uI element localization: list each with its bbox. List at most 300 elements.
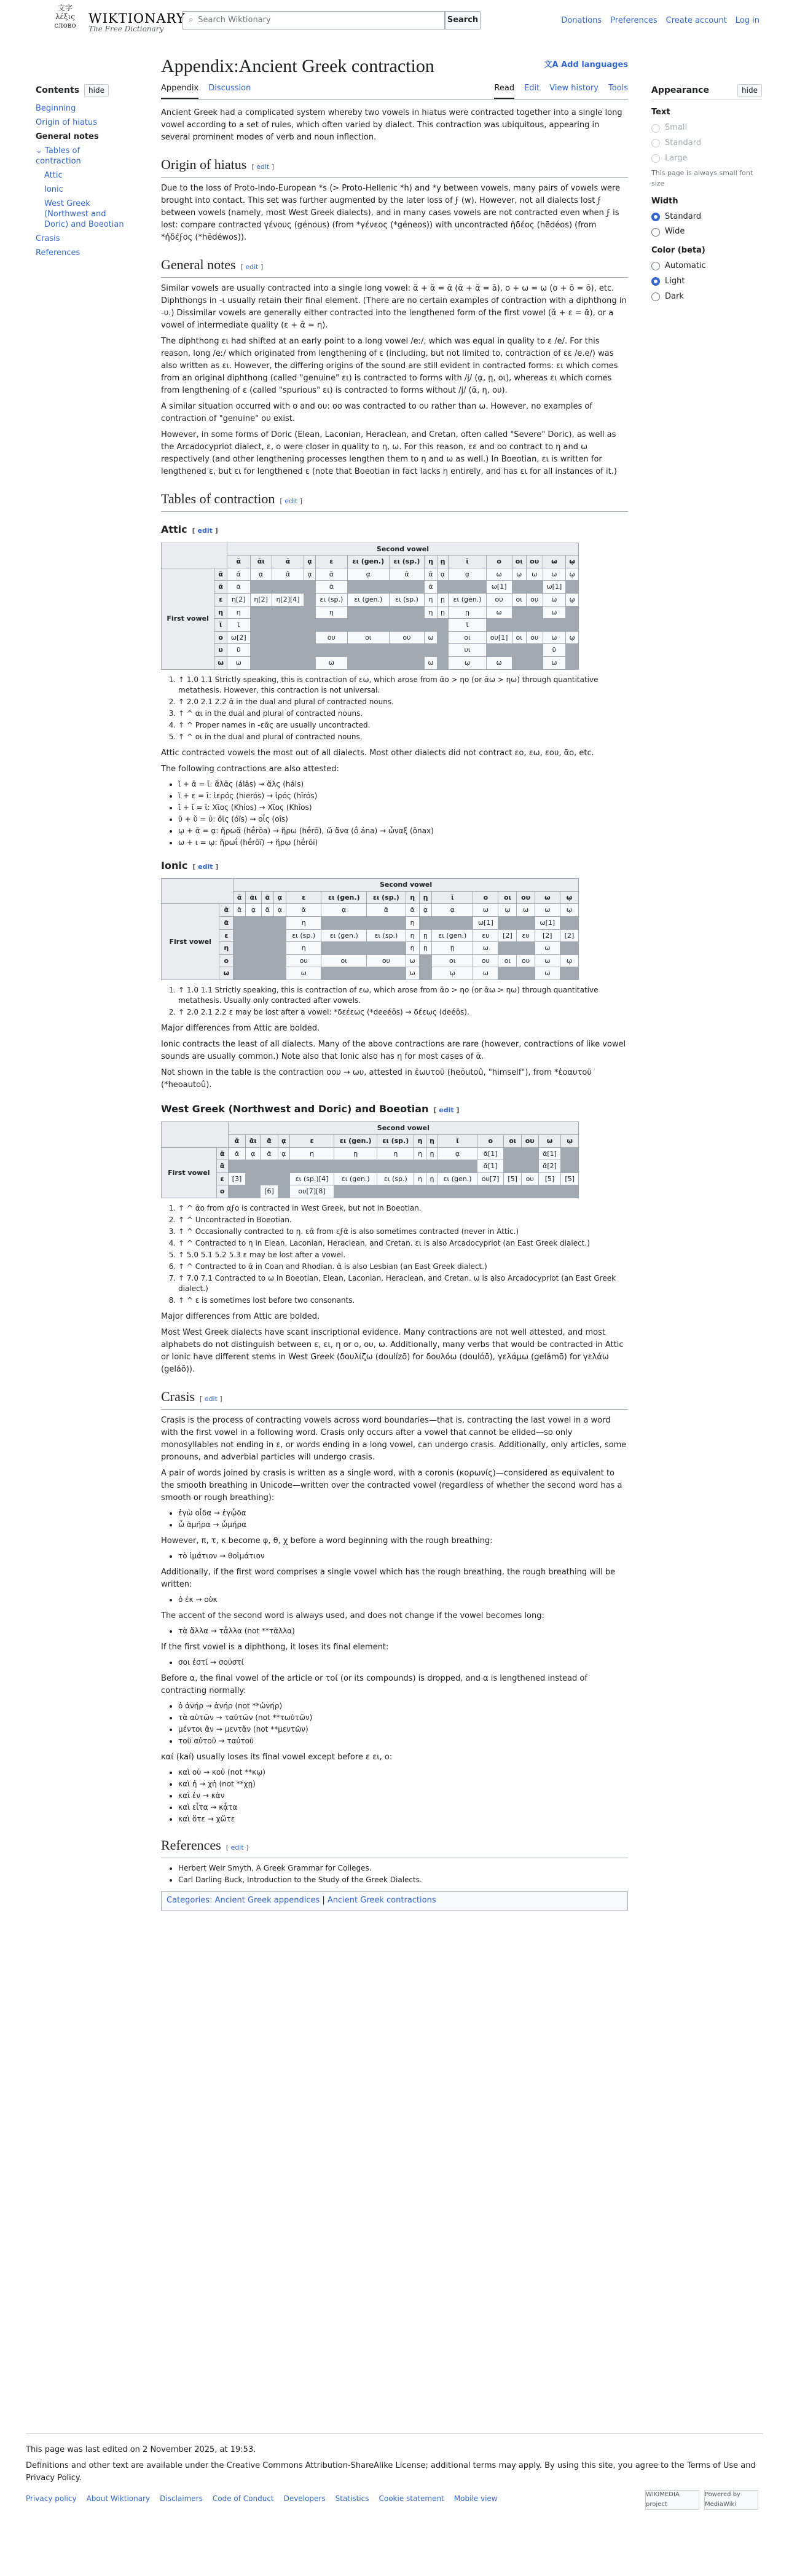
table-cell: ᾳ bbox=[304, 568, 315, 581]
table-cell bbox=[512, 581, 526, 594]
radio-icon[interactable] bbox=[651, 154, 660, 163]
table-cell: ει (sp.) bbox=[286, 929, 321, 942]
table-cell: ω bbox=[286, 967, 321, 980]
table-cell: ᾳ bbox=[246, 1147, 261, 1160]
table-cell: ου[7] bbox=[477, 1172, 504, 1185]
list-item: • καὶ ἡ → χἠ (not **χῃ) bbox=[178, 1779, 628, 1789]
table-cell bbox=[437, 656, 449, 669]
first-vowel-header: First vowel bbox=[162, 568, 214, 669]
table-cell: ῡ bbox=[543, 644, 566, 657]
categories-box: Categories: Ancient Greek appendices | Ancient Greek contractions bbox=[161, 1891, 628, 1910]
table-cell bbox=[438, 1160, 477, 1173]
table-cell bbox=[377, 1185, 414, 1198]
table-cell bbox=[566, 606, 579, 619]
table-cell bbox=[512, 619, 526, 632]
table-cell: ῃ bbox=[419, 942, 432, 955]
table-cell: η bbox=[406, 916, 419, 929]
table-cell bbox=[273, 929, 286, 942]
table-cell bbox=[304, 581, 315, 594]
table-cell bbox=[419, 967, 432, 980]
crasis-list bbox=[178, 1767, 628, 1824]
table-cell: ω bbox=[473, 967, 498, 980]
color-automatic-option[interactable]: Automatic bbox=[651, 260, 762, 273]
table-cell: οι bbox=[449, 631, 486, 644]
table-cell: ᾳ bbox=[273, 904, 286, 917]
crasis-list bbox=[178, 1508, 628, 1530]
col-header: ᾱ bbox=[261, 891, 273, 904]
table-cell bbox=[477, 1185, 504, 1198]
table-cell bbox=[426, 1160, 438, 1173]
table-cell bbox=[419, 916, 432, 929]
list-item: • Carl Darling Buck, Introduction to the Study of the Greek Dialects. bbox=[178, 1875, 628, 1885]
table-cell bbox=[526, 581, 543, 594]
tab-discussion[interactable]: Discussion bbox=[208, 84, 251, 93]
tagline: The Free Dictionary bbox=[88, 25, 164, 33]
search-input[interactable] bbox=[182, 11, 445, 29]
search-icon: ⌕ bbox=[189, 15, 194, 25]
list-item: • καὶ εἶτα → κᾆτα bbox=[178, 1802, 628, 1813]
table-cell: ῃ bbox=[432, 942, 473, 955]
crasis-list bbox=[178, 1657, 628, 1668]
search-button[interactable]: Search bbox=[445, 11, 481, 29]
table-cell: ευ bbox=[473, 929, 498, 942]
table-cell: ῃ bbox=[426, 1147, 438, 1160]
col-header: ει (sp.) bbox=[389, 556, 425, 568]
table-cell: ω bbox=[473, 942, 498, 955]
table-cell: ου bbox=[389, 631, 425, 644]
table-cell: ῃ bbox=[334, 1147, 377, 1160]
col-header: ε bbox=[286, 891, 321, 904]
list-item: 7. ↑ 7.0 7.1 Contracted to ω in Boeotian, Elean, Laconian, Heraclean, and Cretan. ω is also Arcadocypriot (an East Greek dialect.) bbox=[178, 1273, 628, 1294]
page-tabs bbox=[161, 82, 628, 100]
footer-link[interactable]: Mobile view bbox=[453, 2494, 498, 2503]
col-header: ο bbox=[477, 1135, 504, 1148]
table-cell: ᾳ bbox=[321, 904, 367, 917]
ionic-notes bbox=[178, 985, 628, 1018]
table-cell: ω bbox=[473, 904, 498, 917]
table-cell: ου[7][8] bbox=[289, 1185, 334, 1198]
table-cell: η bbox=[377, 1147, 414, 1160]
table-cell bbox=[389, 656, 425, 669]
table-cell: ω[1] bbox=[535, 916, 560, 929]
table-cell bbox=[273, 954, 286, 967]
table-cell bbox=[250, 619, 272, 632]
table-cell bbox=[246, 1160, 261, 1173]
table-cell: ω bbox=[535, 942, 560, 955]
row-header: η bbox=[214, 606, 227, 619]
table-cell: ου bbox=[315, 631, 347, 644]
table-cell: [3] bbox=[228, 1172, 245, 1185]
table-cell bbox=[348, 606, 390, 619]
col-header: ᾳ bbox=[273, 891, 286, 904]
color-dark-option[interactable]: Dark bbox=[651, 291, 762, 304]
table-cell: ᾱ bbox=[228, 1147, 245, 1160]
table-cell: ου[1] bbox=[486, 631, 512, 644]
col-header: ῐ bbox=[449, 556, 486, 568]
row-header: ᾰ bbox=[214, 568, 227, 581]
tab-edit[interactable]: Edit bbox=[524, 84, 540, 93]
table-cell bbox=[228, 1160, 245, 1173]
table-cell: ᾱ bbox=[425, 568, 437, 581]
col-header: η bbox=[414, 1135, 426, 1148]
footer-link[interactable]: Statistics bbox=[335, 2494, 369, 2503]
width-wide-option[interactable]: Wide bbox=[651, 226, 762, 238]
table-cell bbox=[526, 656, 543, 669]
tab-read[interactable]: Read bbox=[494, 82, 514, 99]
edit-link[interactable]: edit bbox=[197, 527, 213, 535]
mediawiki-badge[interactable]: Powered by MediaWiki bbox=[704, 2490, 758, 2510]
table-cell bbox=[246, 916, 261, 929]
toc-item-west[interactable]: West Greek (Northwest and Doric) and Boeotian bbox=[44, 199, 124, 230]
table-cell bbox=[272, 631, 304, 644]
list-item: 1. ↑ 1.0 1.1 Strictly speaking, this is contraction of εω, which arose from ᾱο > ηο (or ᾱω > ηω) through quantitative metathesis. However, this contraction is not universal. bbox=[178, 675, 628, 696]
radio-icon[interactable] bbox=[651, 124, 660, 133]
toc-item-general[interactable]: General notes bbox=[36, 132, 99, 142]
tab-appendix[interactable]: Appendix bbox=[161, 82, 198, 99]
table-cell: ει (gen.) bbox=[438, 1172, 477, 1185]
table-cell bbox=[261, 954, 273, 967]
col-header: ῃ bbox=[419, 891, 432, 904]
section-heading: References bbox=[161, 1837, 221, 1853]
table-cell: ᾱ bbox=[425, 581, 437, 594]
west-contraction-table bbox=[161, 1121, 579, 1198]
table-cell bbox=[348, 619, 390, 632]
list-item: • μέντοι ἄν → μεντἄν (not **μεντῶν) bbox=[178, 1724, 628, 1735]
table-cell bbox=[521, 1160, 538, 1173]
table-cell: ῑ bbox=[227, 619, 250, 632]
table-cell: ᾳ bbox=[419, 904, 432, 917]
general-p4: However, in some forms of Doric (Elean, Laconian, Heraclean, and Cretan, often called "Severe" Doric), as well as the Arcadocypriot dialect, ε, o were closer in quality to η, ω. For this reason, εε and οο contract to η and ω respectively (and other lengthening processes lengthen them to η and ω as well.) In Boeotian, ει is written for lengthened ε, but ει for lengthened ε (note that Boeotian in fact lacks η entirely, and has ει for all instances of it.) bbox=[161, 430, 617, 476]
row-header: ο bbox=[219, 954, 234, 967]
radio-icon[interactable] bbox=[651, 293, 660, 301]
radio-icon[interactable] bbox=[651, 139, 660, 147]
table-cell bbox=[389, 606, 425, 619]
table-cell: ῳ bbox=[432, 967, 473, 980]
table-cell: η bbox=[315, 606, 347, 619]
table-cell bbox=[304, 631, 315, 644]
row-header: ε bbox=[214, 593, 227, 606]
table-cell bbox=[304, 644, 315, 657]
footer-link[interactable]: About Wiktionary bbox=[86, 2494, 151, 2503]
corner-cell bbox=[162, 543, 227, 568]
color-label: Color (beta) bbox=[651, 246, 705, 256]
table-cell bbox=[334, 1185, 377, 1198]
list-item: 1. ↑ 1.0 1.1 Strictly speaking, this is contraction of εω, which arose from ᾱο > ηο (or ᾱω > ηω) through quantitative metathesis. Usually only contracted after vowels. bbox=[178, 985, 628, 1006]
col-header: ει (sp.) bbox=[367, 891, 406, 904]
list-item: • καὶ οὐ → κοὐ (not **κῳ) bbox=[178, 1767, 628, 1778]
section-tables: Tables of contraction [ edit ] bbox=[161, 490, 628, 512]
toc-item-tables[interactable]: ⌄ Tables of contraction bbox=[36, 146, 81, 167]
table-cell bbox=[517, 967, 535, 980]
subsection-heading: Attic bbox=[161, 524, 187, 535]
footer-link[interactable]: Privacy policy bbox=[26, 2494, 77, 2503]
categories-label[interactable]: Categories: bbox=[167, 1896, 213, 1906]
text-size-label: Text bbox=[651, 108, 670, 117]
table-cell: ᾱ[1] bbox=[538, 1147, 561, 1160]
row-header: υ bbox=[214, 644, 227, 657]
color-light-option[interactable]: Light bbox=[651, 275, 762, 288]
login-link[interactable]: Log in bbox=[735, 16, 760, 25]
row-header: ε bbox=[216, 1172, 228, 1185]
attic-extra-list bbox=[178, 779, 628, 848]
text-standard-option[interactable]: Standard bbox=[651, 137, 762, 150]
table-cell bbox=[304, 606, 315, 619]
list-item: 2. ↑ 2.0 2.1 2.2 ᾱ in the dual and plural of contracted nouns. bbox=[178, 697, 628, 707]
table-cell: η bbox=[286, 942, 321, 955]
col-header: ο bbox=[473, 891, 498, 904]
table-cell bbox=[234, 916, 246, 929]
table-cell: ᾱ bbox=[261, 904, 273, 917]
section-general: General notes [ edit ] bbox=[161, 256, 628, 278]
table-cell bbox=[250, 581, 272, 594]
list-item: • ὁ ἐκ → οὑκ bbox=[178, 1595, 628, 1605]
list-item: 3. ↑ ^ Occasionally contracted to η. εᾱ from εϝᾱ is also sometimes contracted (never in Attic.) bbox=[178, 1227, 628, 1237]
table-cell: [5] bbox=[538, 1172, 561, 1185]
table-cell: ου bbox=[286, 954, 321, 967]
last-edited: This page was last edited on 2 November 2025, at 19:53. bbox=[26, 2445, 256, 2454]
ionic-contraction-table bbox=[161, 878, 579, 980]
table-cell: ω[1] bbox=[543, 581, 566, 594]
tab-view-history[interactable]: View history bbox=[549, 84, 599, 93]
table-cell bbox=[538, 1185, 561, 1198]
wiktionary-logo[interactable]: 文字 λέξις слово bbox=[54, 4, 76, 29]
table-cell: η bbox=[414, 1172, 426, 1185]
table-cell: η bbox=[289, 1147, 334, 1160]
subsection-heading: Ionic bbox=[161, 859, 188, 871]
wikimedia-badge[interactable]: WIKIMEDIA project bbox=[645, 2490, 699, 2510]
table-cell bbox=[246, 1172, 261, 1185]
table-cell: [5] bbox=[504, 1172, 521, 1185]
attic-contraction-table bbox=[161, 543, 579, 670]
table-cell: ω bbox=[486, 656, 512, 669]
table-cell: ῳ bbox=[498, 904, 517, 917]
text-large-option[interactable]: Large bbox=[651, 152, 762, 165]
main-content bbox=[161, 55, 628, 1910]
table-cell bbox=[498, 942, 517, 955]
edit-link[interactable]: edit bbox=[245, 263, 259, 271]
toc-item-beginning[interactable]: Beginning bbox=[36, 104, 76, 114]
table-cell: ω bbox=[517, 904, 535, 917]
section-heading: Crasis bbox=[161, 1389, 195, 1405]
list-item: • ῐ + ε = ῑ: ἱερός (hierós) → ἱρός (hīrós) bbox=[178, 791, 628, 801]
toc-item-origin[interactable]: Origin of hiatus bbox=[36, 118, 98, 128]
col-header: ῐ bbox=[432, 891, 473, 904]
table-cell: η bbox=[425, 593, 437, 606]
col-header: ᾱ bbox=[272, 556, 304, 568]
table-cell bbox=[273, 967, 286, 980]
second-vowel-header: Second vowel bbox=[228, 1122, 578, 1135]
list-item: • ῐ + ῐ = ῑ: Χῖος (Khíos) → Χῖος (Khîos) bbox=[178, 803, 628, 813]
corner-cell bbox=[162, 879, 234, 904]
table-cell bbox=[321, 942, 367, 955]
wordmark[interactable]: WIKTIONARY bbox=[88, 11, 186, 26]
edit-link[interactable]: edit bbox=[204, 1395, 218, 1404]
toc-item-crasis[interactable]: Crasis bbox=[36, 234, 60, 244]
table-cell: ᾳ bbox=[438, 1147, 477, 1160]
table-cell: η[2][4] bbox=[272, 593, 304, 606]
width-label: Width bbox=[651, 196, 678, 206]
table-cell bbox=[566, 619, 579, 632]
contents-hide-button[interactable]: hide bbox=[84, 84, 109, 96]
table-cell: οι bbox=[348, 631, 390, 644]
category-link[interactable]: Ancient Greek appendices bbox=[214, 1896, 320, 1906]
footer-link[interactable]: Developers bbox=[283, 2494, 326, 2503]
radio-icon[interactable] bbox=[651, 228, 660, 237]
table-cell: ω bbox=[543, 606, 566, 619]
crasis-p7: Before α, the final vowel of the article or τοί (or its compounds) is dropped, and α is lengthened instead of contracting normally: bbox=[161, 1674, 587, 1696]
table-cell bbox=[566, 581, 579, 594]
radio-icon[interactable] bbox=[651, 213, 660, 221]
col-header: ᾱι bbox=[250, 556, 272, 568]
radio-icon[interactable] bbox=[651, 277, 660, 286]
table-of-contents bbox=[36, 84, 127, 262]
table-cell: ου bbox=[486, 593, 512, 606]
appearance-hide-button[interactable]: hide bbox=[737, 84, 762, 96]
edit-link[interactable]: edit bbox=[439, 1105, 454, 1114]
subsection-heading: West Greek (Northwest and Doric) and Boeotian bbox=[161, 1102, 429, 1115]
table-cell bbox=[486, 644, 512, 657]
category-link[interactable]: Ancient Greek contractions bbox=[327, 1896, 436, 1906]
first-vowel-header: First vowel bbox=[162, 1147, 217, 1198]
table-cell: ει (gen.) bbox=[348, 593, 390, 606]
crasis-p5: The accent of the second word is always used, and does not change if the vowel becomes long: bbox=[161, 1611, 544, 1621]
toc-item-references[interactable]: References bbox=[36, 248, 80, 258]
table-cell bbox=[261, 942, 273, 955]
width-standard-option[interactable]: Standard bbox=[651, 211, 762, 224]
table-cell bbox=[246, 929, 261, 942]
table-cell: ω bbox=[543, 568, 566, 581]
table-cell: ω bbox=[315, 656, 347, 669]
table-cell bbox=[521, 1185, 538, 1198]
list-item: 4. ↑ ^ Contracted to η in Elean, Laconian, Heraclean, and Cretan. ει is also Arcadocypriot (an East Greek dialect.) bbox=[178, 1238, 628, 1249]
table-cell bbox=[389, 644, 425, 657]
col-header: η bbox=[406, 891, 419, 904]
table-cell bbox=[389, 619, 425, 632]
table-cell: ᾱ bbox=[272, 568, 304, 581]
table-cell bbox=[348, 581, 390, 594]
table-cell bbox=[321, 967, 367, 980]
table-cell: ω bbox=[543, 631, 566, 644]
site-header bbox=[0, 0, 789, 39]
intro-paragraph: Ancient Greek had a complicated system whereby two vowels in hiatus were contracted together into a single long vowel according to a set of rules, which often varied by dialect. This contraction was ubiquitous, appearing in several prominent modes of verb and noun inflection. bbox=[161, 108, 622, 142]
tab-tools[interactable]: Tools bbox=[608, 84, 628, 93]
table-cell: ω bbox=[406, 967, 419, 980]
table-cell: ω bbox=[535, 967, 560, 980]
crasis-list bbox=[178, 1551, 628, 1561]
user-links bbox=[561, 15, 760, 28]
col-header: ῳ bbox=[561, 1135, 579, 1148]
list-item: • ἐγὼ οἶδα → ἐγᾦδα bbox=[178, 1508, 628, 1518]
col-header: ᾰ bbox=[227, 556, 250, 568]
table-cell: ω bbox=[227, 656, 250, 669]
toc-item-ionic[interactable]: Ionic bbox=[44, 185, 63, 195]
footer-link[interactable]: Disclaimers bbox=[160, 2494, 203, 2503]
attic-extra-p2: The following contractions are also attested: bbox=[161, 764, 339, 774]
col-header: ου bbox=[526, 556, 543, 568]
table-cell: η bbox=[425, 606, 437, 619]
donations-link[interactable]: Donations bbox=[561, 16, 602, 25]
radio-icon[interactable] bbox=[651, 262, 660, 270]
table-cell: ᾱ bbox=[234, 904, 246, 917]
text-small-option[interactable]: Small bbox=[651, 122, 762, 135]
table-cell bbox=[367, 942, 406, 955]
table-cell bbox=[561, 1147, 579, 1160]
col-header: ου bbox=[517, 891, 535, 904]
table-cell bbox=[517, 942, 535, 955]
table-cell: ῳ bbox=[560, 954, 578, 967]
table-cell bbox=[246, 942, 261, 955]
create-account-link[interactable]: Create account bbox=[665, 16, 727, 25]
table-cell: οι bbox=[432, 954, 473, 967]
col-header: ᾰ bbox=[234, 891, 246, 904]
table-cell bbox=[521, 1147, 538, 1160]
table-cell bbox=[512, 656, 526, 669]
table-cell: ει (gen.) bbox=[321, 929, 367, 942]
col-header: ᾱι bbox=[246, 1135, 261, 1148]
row-header: ᾱ bbox=[214, 581, 227, 594]
list-item: • τὸ ἱμάτιον → θοἰμάτιον bbox=[178, 1551, 628, 1561]
col-header: ῳ bbox=[566, 556, 579, 568]
general-p2: The diphthong ει had shifted at an early point to a long vowel /eː/, which was equal in quality to ε /e/. For this reason, long /eː/ which originated from lengthening of ε (including, but not limited to, contraction of εε /e.e/) was also written as ει. However, the differing origins of the sound are still evident in contracted forms: ει which comes from an original diphthong (called "genuine" ει) is contracted to forms with /j/ (ᾳ, ῃ, οι), whereas ει which comes from lengthening of ε (called "spurious" ει) is contracted to forms without /j/ (ᾱ, η, ου). bbox=[161, 337, 618, 395]
table-cell bbox=[272, 656, 304, 669]
row-header: ᾰ bbox=[219, 904, 234, 917]
appearance-title: Appearance bbox=[651, 85, 709, 95]
language-icon: 文A bbox=[544, 60, 562, 69]
table-cell: ῃ bbox=[426, 1172, 438, 1185]
ionic-extra-p2: Ionic contracts the least of all dialects. Many of the above contractions are rare (however, contractions of like vowel sounds are usually common.) Note also that Ionic also has η for most cases of ᾱ. bbox=[161, 1039, 626, 1061]
list-item: • ὦ ἀμήρα → ὦμήρα bbox=[178, 1520, 628, 1530]
crasis-p3: However, π, τ, κ become φ, θ, χ before a word beginning with the rough breathing: bbox=[161, 1536, 493, 1546]
table-cell: ου bbox=[473, 954, 498, 967]
chevron-down-icon[interactable]: ⌄ bbox=[36, 146, 45, 156]
table-cell bbox=[250, 631, 272, 644]
table-cell: ω[1] bbox=[486, 581, 512, 594]
table-cell: ᾱ[1] bbox=[477, 1160, 504, 1173]
section-heading: General notes bbox=[161, 257, 236, 272]
section-references: References [ edit ] bbox=[161, 1837, 628, 1858]
table-cell: ει (gen.) bbox=[449, 593, 486, 606]
table-cell bbox=[566, 644, 579, 657]
table-cell bbox=[437, 581, 449, 594]
table-cell: ᾱ bbox=[406, 904, 419, 917]
footer-link[interactable]: Cookie statement bbox=[379, 2494, 444, 2503]
table-cell: ω bbox=[486, 568, 512, 581]
edit-link[interactable]: edit bbox=[256, 163, 270, 171]
table-cell: ου bbox=[517, 954, 535, 967]
preferences-link[interactable]: Preferences bbox=[610, 16, 658, 25]
col-header: οι bbox=[504, 1135, 521, 1148]
col-header: ει (gen.) bbox=[334, 1135, 377, 1148]
table-cell bbox=[234, 942, 246, 955]
edit-link[interactable]: edit bbox=[230, 1844, 244, 1852]
toc-item-attic[interactable]: Attic bbox=[44, 171, 63, 181]
table-cell bbox=[425, 644, 437, 657]
table-cell bbox=[426, 1185, 438, 1198]
table-cell: ω bbox=[535, 904, 560, 917]
table-cell bbox=[304, 619, 315, 632]
attic-notes bbox=[178, 675, 628, 742]
edit-link[interactable]: edit bbox=[198, 862, 213, 871]
table-cell bbox=[272, 644, 304, 657]
footer-link[interactable]: Code of Conduct bbox=[212, 2494, 274, 2503]
col-header: ᾰ bbox=[228, 1135, 245, 1148]
edit-link[interactable]: edit bbox=[285, 497, 298, 505]
add-languages-button[interactable]: 文A Add languages bbox=[544, 60, 628, 69]
table-cell: ῃ bbox=[437, 593, 449, 606]
table-cell bbox=[289, 1160, 334, 1173]
table-cell bbox=[246, 1185, 261, 1198]
table-cell bbox=[228, 1185, 245, 1198]
